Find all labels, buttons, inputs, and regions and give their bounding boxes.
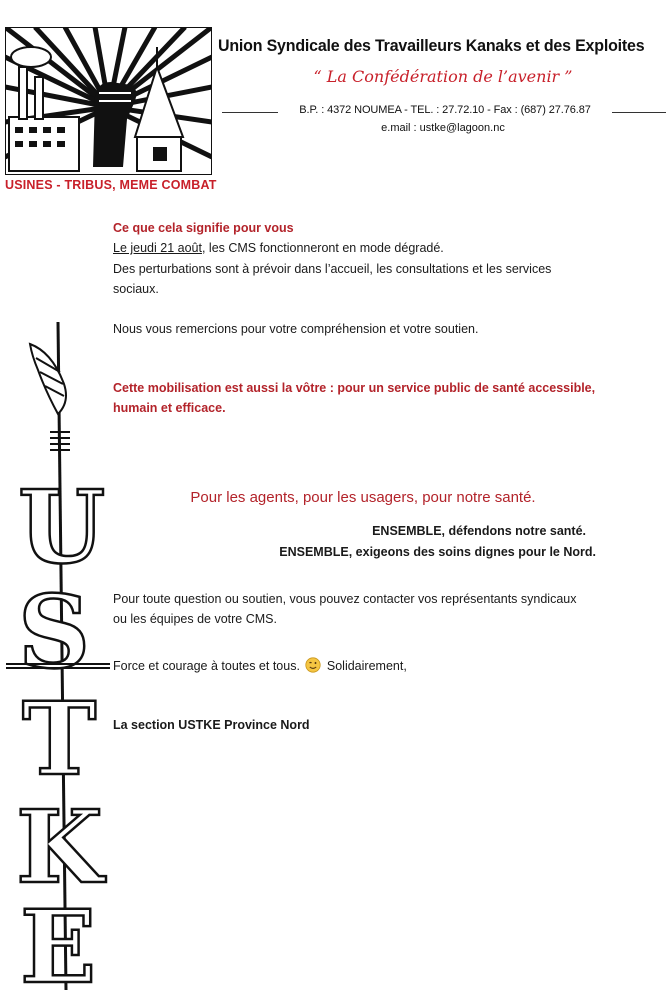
email-address: e.mail : ustke@lagoon.nc	[381, 122, 505, 134]
closing-line	[113, 656, 407, 679]
date-sentence: , les CMS fonctionneront en mode dégradé.	[201, 241, 444, 255]
emblem-letter-e: E	[20, 888, 97, 990]
ensemble-line-2: ENSEMBLE, exigeons des soins dignes pour le Nord.	[279, 545, 596, 559]
emblem-letter-u: U	[18, 468, 106, 586]
ensemble-line-1: ENSEMBLE, défendons notre santé.	[372, 524, 586, 538]
organization-name: Union Syndicale des Travailleurs Kanaks et des Exploites	[218, 36, 645, 55]
closing-salutation: Solidairement,	[326, 659, 407, 673]
winking-face-icon	[305, 657, 321, 679]
signature: La section USTKE Province Nord	[113, 718, 310, 732]
paragraph-date	[113, 238, 444, 258]
emblem-letter-t: T	[22, 680, 97, 798]
logo-caption: USINES - TRIBUS, MEME COMBAT	[5, 178, 217, 192]
emblem-letter-k: K	[16, 788, 103, 906]
ustke-vertical-emblem	[0, 322, 112, 990]
date-highlight: Le jeudi 21 août	[113, 241, 202, 255]
section-title: Ce que cela signifie pour vous	[113, 221, 294, 235]
emblem-letter-s: S	[18, 573, 91, 691]
contact-paragraph-2: ou les équipes de votre CMS.	[113, 612, 277, 626]
closing-text: Force et courage à toutes et tous.	[113, 659, 300, 673]
slogan: Pour les agents, pour les usagers, pour notre santé.	[190, 489, 536, 506]
paragraph-disruptions-cont: sociaux.	[113, 282, 159, 296]
divider	[612, 112, 666, 113]
paragraph-thanks: Nous vous remercions pour votre compréhension et votre soutien.	[113, 322, 479, 336]
mobilisation-line-2: humain et efficace.	[113, 401, 226, 415]
mobilisation-line-1: Cette mobilisation est aussi la vôtre : pour un service public de santé accessible,	[113, 381, 596, 395]
contact-paragraph-1: Pour toute question ou soutien, vous pouvez contacter vos représentants syndicaux	[113, 592, 577, 606]
contact-line	[222, 104, 666, 120]
paragraph-disruptions: Des perturbations sont à prévoir dans l’accueil, les consultations et les services	[113, 262, 552, 276]
ustke-logo	[5, 27, 212, 175]
divider	[222, 112, 278, 113]
organization-motto: “ La Confédération de l’avenir ”	[313, 67, 573, 86]
contact-info: B.P. : 4372 NOUMEA - TEL. : 27.72.10 - Fax : (687) 27.76.87	[299, 104, 591, 116]
